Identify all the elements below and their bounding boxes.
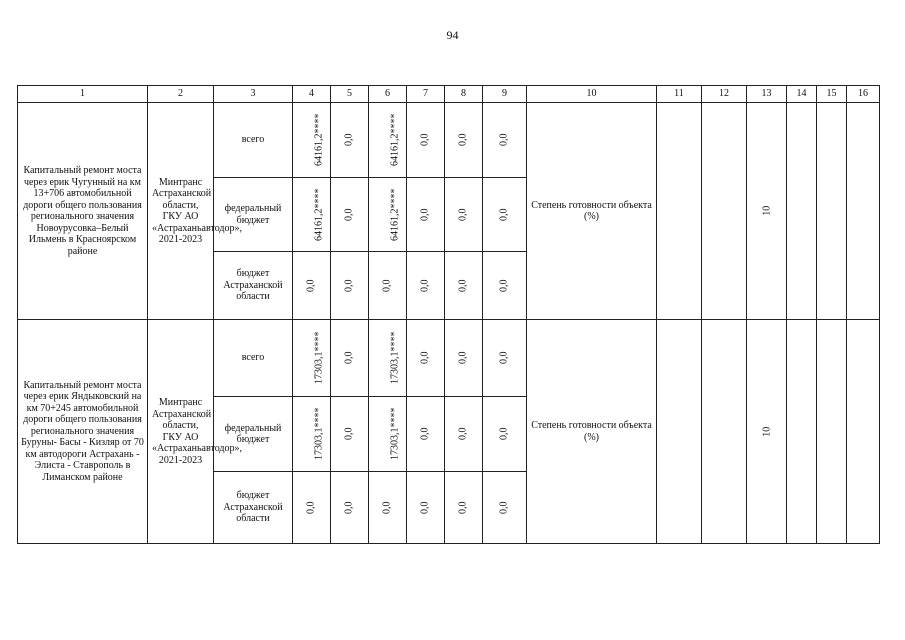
target-value: 10 [760, 426, 772, 437]
value-text: 64161,2**** [313, 113, 325, 167]
indicator-text: Степень готовности объекта (%) [531, 420, 652, 443]
empty-cell [847, 320, 880, 544]
header-cell: 3 [214, 86, 293, 103]
funding-source-cell [214, 103, 293, 178]
header-cell: 13 [747, 86, 787, 103]
value-text: 0,0 [419, 427, 431, 441]
object-name: Капитальный ремонт моста через ерик Чугунный на км 13+706 автомобильной дороги общего пользования регионального значения Новоурусовка–Белый Ильмень в Красноярском районе [23, 165, 142, 257]
value-cell [483, 397, 527, 472]
value-text: 0,0 [381, 501, 393, 514]
funding-source-cell [214, 320, 293, 397]
header-cell: 11 [657, 86, 702, 103]
value-text: 0,0 [457, 208, 469, 221]
value-text: 0,0 [381, 279, 393, 292]
value-text: 0,0 [419, 208, 431, 221]
value-text: 0,0 [498, 427, 510, 441]
value-cell [293, 397, 331, 472]
value-text: 0,0 [457, 133, 469, 147]
page-number: 94 [446, 28, 459, 42]
header-cell: 1 [18, 86, 148, 103]
value-cell [445, 103, 483, 178]
value-cell [331, 178, 369, 252]
object-name: Капитальный ремонт моста через ерик Яндыковский на км 70+245 автомобильной дороги общего пользования регионального значения Буруны- Басы - Кизляр от 70 км автодороги Астрахань - Элиста - Ставрополь в Лиманском районе [21, 379, 144, 483]
funding-source: бюджет Астраханской области [223, 268, 283, 303]
indicator-cell [527, 320, 657, 544]
value-text: 0,0 [305, 279, 317, 292]
value-cell [369, 252, 407, 320]
value-text: 0,0 [343, 501, 355, 514]
responsible-text: Минтранс Астраханской области, ГКУ АО «Астраханьавтодор», 2021-2023 [152, 397, 243, 466]
value-cell [483, 472, 527, 544]
header-cell: 6 [369, 86, 407, 103]
value-cell [445, 178, 483, 252]
responsible-text: Минтранс Астраханской области, ГКУ АО «Астраханьавтодор», 2021-2023 [152, 176, 243, 245]
value-text: 0,0 [343, 351, 355, 365]
value-cell [407, 178, 445, 252]
value-text: 0,0 [343, 427, 355, 441]
value-cell [407, 472, 445, 544]
empty-cell [787, 103, 817, 320]
value-cell [369, 397, 407, 472]
value-cell [331, 397, 369, 472]
value-cell [293, 252, 331, 320]
header-cell: 10 [527, 86, 657, 103]
empty-cell [702, 103, 747, 320]
header-cell: 14 [787, 86, 817, 103]
empty-cell [702, 320, 747, 544]
funding-source: бюджет Астраханской области [223, 490, 283, 525]
header-cell: 12 [702, 86, 747, 103]
value-cell [407, 252, 445, 320]
target-value-cell [747, 103, 787, 320]
value-cell [407, 320, 445, 397]
value-text: 0,0 [457, 501, 469, 514]
funding-source-cell [214, 472, 293, 544]
header-cell: 7 [407, 86, 445, 103]
value-text: 17303,1**** [389, 407, 401, 461]
value-text: 0,0 [498, 133, 510, 147]
empty-cell [847, 103, 880, 320]
table-row [18, 103, 880, 178]
value-text: 0,0 [498, 279, 510, 292]
value-text: 64161,2**** [389, 188, 401, 241]
empty-cell [657, 103, 702, 320]
value-cell [369, 472, 407, 544]
value-text: 0,0 [305, 501, 317, 514]
value-text: 0,0 [419, 351, 431, 365]
header-cell: 8 [445, 86, 483, 103]
value-text: 0,0 [343, 133, 355, 147]
value-cell [483, 320, 527, 397]
value-cell [331, 103, 369, 178]
funding-source: федеральный бюджет [224, 203, 282, 226]
value-cell [445, 472, 483, 544]
value-cell [293, 178, 331, 252]
value-cell [445, 252, 483, 320]
value-cell [483, 252, 527, 320]
object-name-cell [18, 103, 148, 320]
empty-cell [817, 103, 847, 320]
value-cell [407, 103, 445, 178]
value-text: 64161,2**** [389, 113, 401, 167]
value-text: 0,0 [498, 501, 510, 514]
value-cell [331, 472, 369, 544]
object-name-cell [18, 320, 148, 544]
value-text: 64161,2**** [313, 188, 325, 241]
funding-source-cell [214, 397, 293, 472]
value-cell [293, 472, 331, 544]
target-value-cell [747, 320, 787, 544]
value-text: 0,0 [343, 279, 355, 292]
header-cell: 15 [817, 86, 847, 103]
funding-source-cell [214, 252, 293, 320]
value-cell [483, 103, 527, 178]
value-cell [369, 320, 407, 397]
value-cell [407, 397, 445, 472]
funding-source: федеральный бюджет [224, 422, 282, 445]
header-cell: 9 [483, 86, 527, 103]
value-cell [445, 397, 483, 472]
header-cell: 4 [293, 86, 331, 103]
value-text: 17303,1**** [313, 331, 325, 385]
value-cell [369, 178, 407, 252]
program-table [17, 85, 880, 544]
header-cell: 16 [847, 86, 880, 103]
value-text: 0,0 [343, 208, 355, 221]
header-row [18, 86, 880, 103]
empty-cell [817, 320, 847, 544]
funding-source: всего [241, 134, 265, 146]
responsible-cell [148, 103, 243, 320]
value-cell [483, 178, 527, 252]
funding-source: всего [241, 352, 265, 364]
value-text: 0,0 [419, 133, 431, 147]
header-cell: 5 [331, 86, 369, 103]
value-text: 0,0 [498, 208, 510, 221]
value-text: 17303,1**** [313, 407, 325, 461]
value-text: 0,0 [457, 351, 469, 365]
value-cell [331, 320, 369, 397]
value-text: 0,0 [498, 351, 510, 365]
value-cell [293, 103, 331, 178]
indicator-text: Степень готовности объекта (%) [531, 199, 652, 222]
empty-cell [657, 320, 702, 544]
empty-cell [787, 320, 817, 544]
value-cell [331, 252, 369, 320]
value-cell [293, 320, 331, 397]
funding-source-cell [214, 178, 293, 252]
value-cell [445, 320, 483, 397]
responsible-cell [148, 320, 243, 544]
value-text: 0,0 [419, 279, 431, 292]
header-cell: 2 [148, 86, 214, 103]
value-cell [369, 103, 407, 178]
indicator-cell [527, 103, 657, 320]
target-value: 10 [760, 206, 772, 216]
value-text: 0,0 [457, 279, 469, 292]
value-text: 0,0 [419, 501, 431, 514]
value-text: 0,0 [457, 427, 469, 441]
table-row [18, 320, 880, 397]
value-text: 17303,1**** [389, 331, 401, 385]
